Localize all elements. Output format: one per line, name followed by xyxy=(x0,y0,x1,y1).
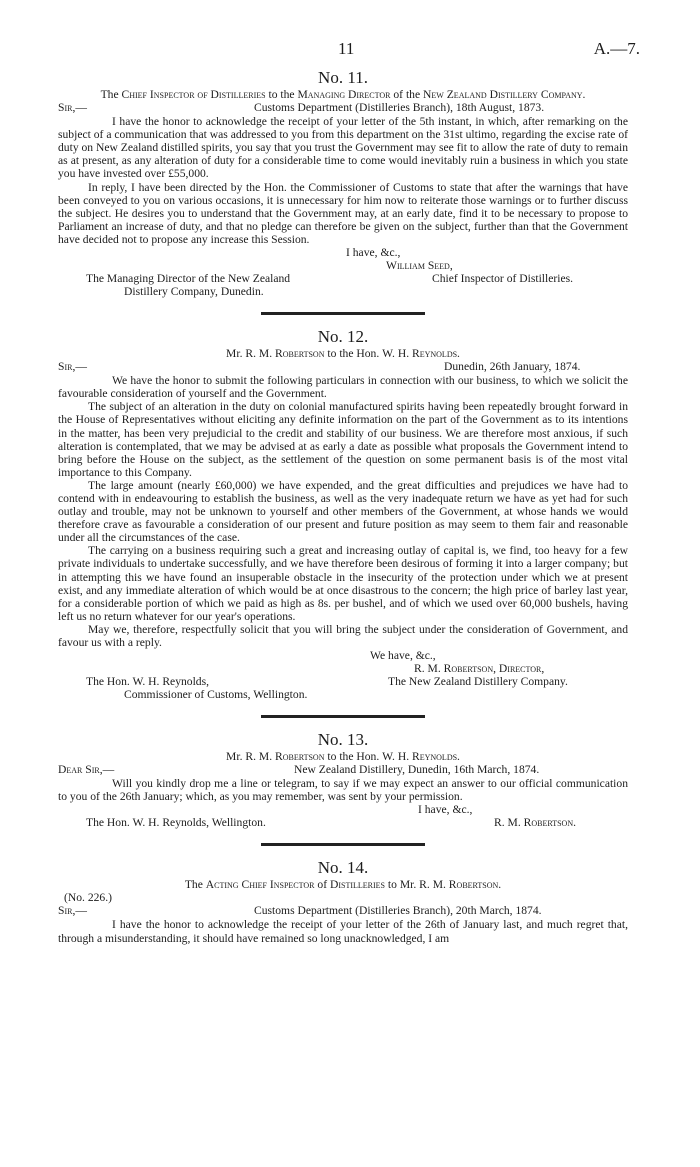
file-number: (No. 226.) xyxy=(64,891,112,905)
addressee: The Hon. W. H. Reynolds, Wellington. xyxy=(86,816,266,830)
paragraph: Will you kindly drop me a line or telegram, to say if we may expect an answer to our official communication to you of the 26th January; which, as you may remember, was sent by your permission. xyxy=(58,777,628,804)
page-header xyxy=(58,39,640,64)
section-divider xyxy=(261,312,425,315)
document-reference: A.—7. xyxy=(593,39,640,58)
signature: R. M. Robertson. xyxy=(494,816,577,830)
page-number: 11 xyxy=(338,39,355,58)
section-divider xyxy=(261,843,425,846)
letter-no-14 xyxy=(58,858,628,944)
signature: R. M. Robertson, Director, xyxy=(414,662,545,676)
document-page xyxy=(58,39,640,945)
paragraph: We have the honor to submit the following particulars in connection with our business, to which we solicit the favourable consideration of yourself and the Government. xyxy=(58,374,628,401)
salutation: Sir,— xyxy=(58,904,87,918)
closing-phrase: I have, &c., xyxy=(346,246,401,260)
salutation: Dear Sir,— xyxy=(58,763,115,777)
letter-no-11 xyxy=(58,68,628,298)
addressee-line-2: Distillery Company, Dunedin. xyxy=(124,285,264,299)
closing-phrase: We have, &c., xyxy=(370,649,436,663)
addressee-line-2: Commissioner of Customs, Wellington. xyxy=(124,688,308,702)
dateline: Customs Department (Distilleries Branch), 20th March, 1874. xyxy=(254,904,542,918)
letter-number: No. 13. xyxy=(317,730,369,750)
letter-title: The Acting Chief Inspector of Distilleries to Mr. R. M. Robertson. xyxy=(184,878,502,892)
addressee: The Hon. W. H. Reynolds, xyxy=(86,675,210,689)
paragraph: In reply, I have been directed by the Hon. the Commissioner of Customs to state that after the warnings that have been conveyed to you on various occasions, it is unnecessary for him now to reiterate those warnings or to further discuss the subject. He desires you to understand that the Government may, at an early date, find it to be necessary to propose to Parliament an increase of duty, and that no pledge can therefore be given on the subject, further than that the Government have decided not to propose any increase this Session. xyxy=(58,180,628,246)
paragraph: The large amount (nearly £60,000) we have expended, and the great difficulties and prejudices we have had to contend with in endeavouring to establish the business, as well as the very inadequate return we have as yet had for such outlay and trouble, may not be unknown to yourself and other members of the Government, at whose hands we would therefore crave as favourable a consideration of our present and future position as may seem to them fair and reasonable under all the circumstances of the case. xyxy=(58,478,628,545)
letter-number: No. 12. xyxy=(317,327,369,347)
dateline: Customs Department (Distilleries Branch), 18th August, 1873. xyxy=(254,101,545,115)
letter-closing xyxy=(58,803,628,829)
paragraph: I have the honor to acknowledge the receipt of your letter of the 26th of January last, and much regret that, through a misunderstanding, it should have remained so long unacknowledged, I am xyxy=(58,918,628,945)
letter-number: No. 11. xyxy=(318,68,368,87)
letter-title: The Chief Inspector of Distilleries to the Managing Director of the New Zealand Distillery Company. xyxy=(100,88,586,101)
addressee: The Managing Director of the New Zealand xyxy=(86,272,291,286)
signature-title: Chief Inspector of Distilleries. xyxy=(432,272,574,286)
salutation: Sir,— xyxy=(58,360,87,374)
paragraph: May we, therefore, respectfully solicit that you will bring the subject under the consideration of Government, and favour us with a reply. xyxy=(58,622,628,649)
letter-no-12 xyxy=(58,327,628,701)
paragraph: The subject of an alteration in the duty on colonial manufactured spirits having been repeatedly brought forward in the House of Representatives without eliciting any definite information on the part of the Government as to its intentions in the matter, has been very prejudicial to the credit and stability of our business. We are therefore most anxious, if such alteration is contemplated, that we may be advised at as early a date as possible what proposals the Government intend to bring before the House on the subject, as the settlement of the question on some permanent basis is of the most vital importance to this Company. xyxy=(58,400,628,479)
letter-number: No. 14. xyxy=(317,858,369,878)
paragraph: I have the honor to acknowledge the receipt of your letter of the 5th instant, in which, after remarking on the subject of a communication that was addressed to you from this department on the 31st ultimo, regarding the excise rate of duty on New Zealand distilled spirits, you say that you trust the Government may see fit to allow the rate of duty to remain as at present, as any alteration of duty for a considerable time to come would inevitably ruin a business in which you state you have invested over £55,000. xyxy=(58,115,628,181)
letter-closing xyxy=(58,246,628,298)
letter-closing xyxy=(58,649,628,701)
paragraph: The carrying on a business requiring such a great and increasing outlay of capital is, we find, too heavy for a few private individuals to undertake successfully, and we have therefore been desirous of forming it into a larger company; but in attempting this we have found an insuperable obstacle in the insecurity of the protection under which we at present exist, and any immediate alteration of which would be at once disastrous to the concern; the high price of barley last year, for a considerable portion of which we paid as high as 8s. per bushel, and of which we used over 60,000 bushels, having left us no return whatever for our year's operations. xyxy=(58,544,628,623)
dateline: New Zealand Distillery, Dunedin, 16th March, 1874. xyxy=(294,763,540,777)
salutation: Sir,— xyxy=(58,101,87,115)
closing-phrase: I have, &c., xyxy=(418,803,473,817)
signature: William Seed, xyxy=(386,259,453,273)
section-divider xyxy=(261,715,425,718)
dateline: Dunedin, 26th January, 1874. xyxy=(444,360,581,374)
signature-title: The New Zealand Distillery Company. xyxy=(388,675,568,689)
letter-title: Mr. R. M. Robertson to the Hon. W. H. Reynolds. xyxy=(226,750,460,764)
letter-no-13 xyxy=(58,730,628,829)
letter-title: Mr. R. M. Robertson to the Hon. W. H. Reynolds. xyxy=(226,347,460,361)
